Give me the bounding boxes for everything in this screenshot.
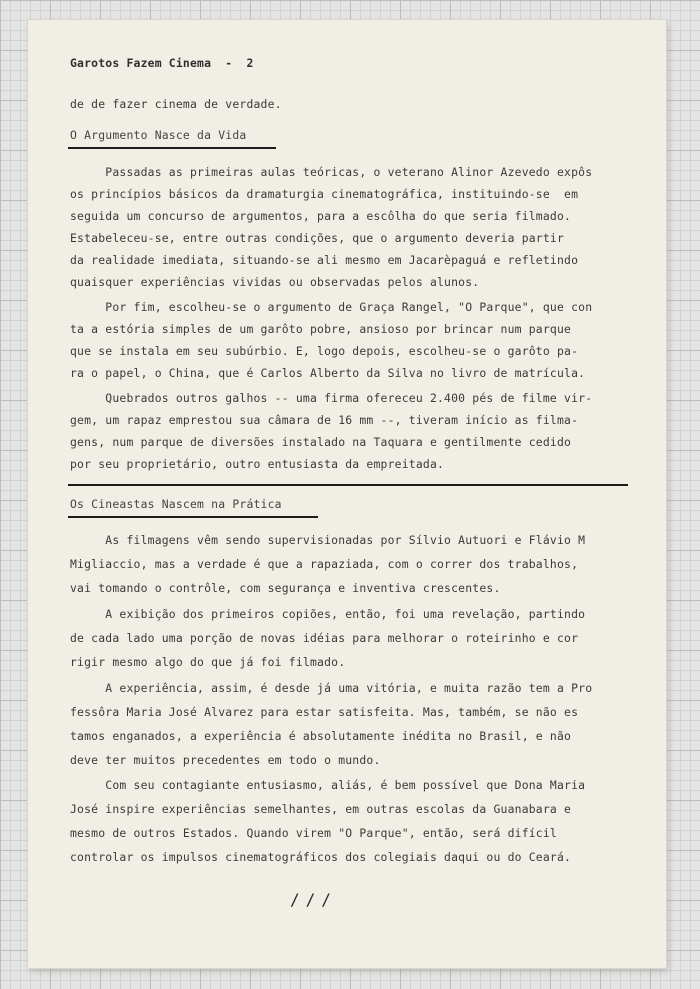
text-line: gens, num parque de diversões instalado na Taquara e gentilmente cedido <box>70 435 572 449</box>
text-line: Quebrados outros galhos -- uma firma ofereceu 2.400 pés de filme vir- <box>70 391 593 405</box>
text-line: da realidade imediata, situando-se ali mesmo em Jacarèpaguá e refletindo <box>70 253 579 267</box>
text-line: José inspire experiências semelhantes, em outras escolas da Guanabara e <box>70 802 572 816</box>
text-line: Estabeleceu-se, entre outras condições, que o argumento deveria partir <box>70 231 565 245</box>
section-heading-cineastas: Os Cineastas Nascem na Prática <box>70 497 282 511</box>
text-line: ta a estória simples de um garôto pobre, ansioso por brincar num parque <box>70 322 572 336</box>
text-line: de cada lado uma porção de novas idéias para melhorar o roteirinho e cor <box>70 631 579 645</box>
text-line: Migliaccio, mas a verdade é que a rapaziada, com o correr dos trabalhos, <box>70 557 579 571</box>
section-heading-argumento: O Argumento Nasce da Vida <box>70 128 247 142</box>
text-line: A experiência, assim, é desde já uma vitória, e muita razão tem a Pro <box>70 681 593 695</box>
end-mark: /// <box>290 890 337 909</box>
text-line: os princípios básicos da dramaturgia cinematográfica, instituindo-se em <box>70 187 579 201</box>
text-line: gem, um rapaz emprestou sua câmara de 16 mm --, tiveram início as filma- <box>70 413 579 427</box>
heading-underline <box>68 516 318 518</box>
text-line: tamos enganados, a experiência é absolutamente inédita no Brasil, e não <box>70 729 572 743</box>
text-line: por seu proprietário, outro entusiasta da empreitada. <box>70 457 445 471</box>
text-line: Por fim, escolheu-se o argumento de Graça Rangel, "O Parque", que con <box>70 300 593 314</box>
text-line: deve ter muitos precedentes em todo o mundo. <box>70 753 381 767</box>
text-line: Com seu contagiante entusiasmo, aliás, é bem possível que Dona Maria <box>70 778 586 792</box>
heading-underline <box>68 147 276 149</box>
text-line: seguida um concurso de argumentos, para a escôlha do que seria filmado. <box>70 209 572 223</box>
opening-line: de de fazer cinema de verdade. <box>70 97 282 111</box>
text-line: que se instala em seu subúrbio. E, logo depois, escolheu-se o garôto pa- <box>70 344 579 358</box>
text-line: mesmo de outros Estados. Quando virem "O Parque", então, será difícil <box>70 826 557 840</box>
text-line: Passadas as primeiras aulas teóricas, o veterano Alinor Azevedo expôs <box>70 165 593 179</box>
text-line: A exibição dos primeiros copiões, então, foi uma revelação, partindo <box>70 607 586 621</box>
text-line: As filmagens vêm sendo supervisionadas por Sílvio Autuori e Flávio M <box>70 533 586 547</box>
text-line: rigir mesmo algo do que já foi filmado. <box>70 655 346 669</box>
text-line: controlar os impulsos cinematográficos dos colegiais daqui ou do Ceará. <box>70 850 572 864</box>
text-line: vai tomando o contrôle, com segurança e inventiva crescentes. <box>70 581 501 595</box>
text-line: quaisquer experiências vividas ou observadas pelos alunos. <box>70 275 480 289</box>
page-header: Garotos Fazem Cinema - 2 <box>70 56 254 70</box>
typewritten-page <box>28 20 666 968</box>
text-line: ra o papel, o China, que é Carlos Alberto da Silva no livro de matrícula. <box>70 366 586 380</box>
section-divider <box>68 484 628 486</box>
text-line: fessôra Maria José Alvarez para estar satisfeita. Mas, também, se não es <box>70 705 579 719</box>
